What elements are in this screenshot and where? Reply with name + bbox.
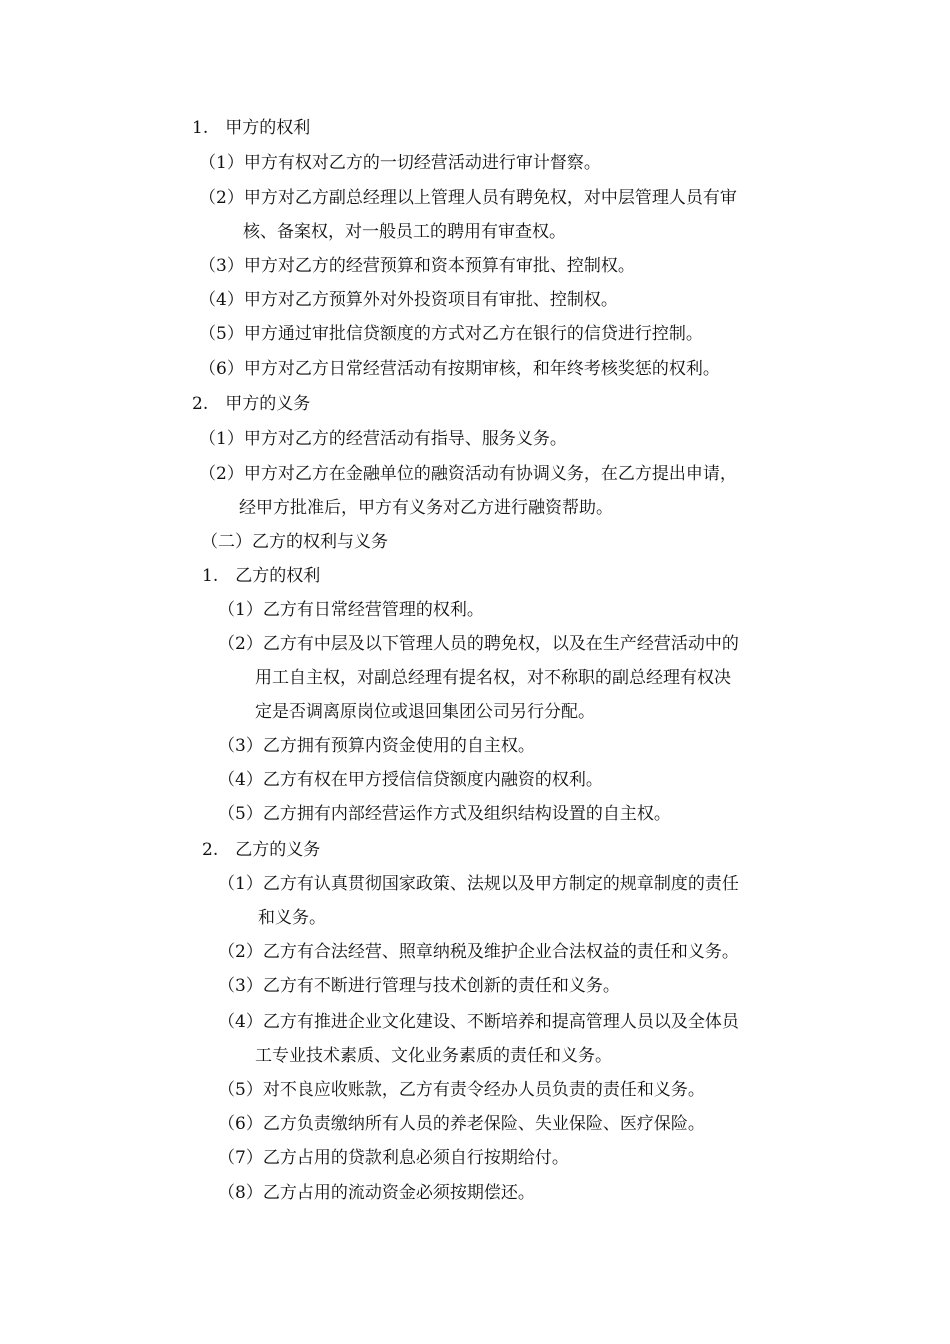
list-item-continuation: 工专业技术素质、文化业务素质的责任和义务。 bbox=[255, 1046, 612, 1066]
list-item: （1）甲方对乙方的经营活动有指导、服务义务。 bbox=[199, 429, 567, 449]
list-item: （3）乙方拥有预算内资金使用的自主权。 bbox=[218, 736, 535, 756]
list-item: （2）甲方对乙方副总经理以上管理人员有聘免权，对中层管理人员有审 bbox=[199, 188, 737, 208]
list-item: （4）甲方对乙方预算外对外投资项目有审批、控制权。 bbox=[199, 290, 618, 310]
list-item: （3）甲方对乙方的经营预算和资本预算有审批、控制权。 bbox=[199, 256, 635, 276]
list-item: （5）乙方拥有内部经营运作方式及组织结构设置的自主权。 bbox=[218, 804, 671, 824]
list-item-continuation: 核、备案权，对一般员工的聘用有审查权。 bbox=[243, 222, 566, 242]
list-item-continuation: 和义务。 bbox=[258, 908, 326, 928]
list-item: （8）乙方占用的流动资金必须按期偿还。 bbox=[218, 1183, 535, 1203]
list-item: （1）甲方有权对乙方的一切经营活动进行审计督察。 bbox=[199, 153, 601, 173]
list-item: （6）乙方负责缴纳所有人员的养老保险、失业保险、医疗保险。 bbox=[218, 1114, 705, 1134]
list-item: （4）乙方有权在甲方授信信贷额度内融资的权利。 bbox=[218, 770, 603, 790]
list-item: （3）乙方有不断进行管理与技术创新的责任和义务。 bbox=[218, 976, 620, 996]
list-item-continuation: 经甲方批准后，甲方有义务对乙方进行融资帮助。 bbox=[239, 498, 613, 518]
list-item: （2）乙方有合法经营、照章纳税及维护企业合法权益的责任和义务。 bbox=[218, 942, 739, 962]
heading-party-a-rights: 1. 甲方的权利 bbox=[192, 118, 311, 138]
heading-party-b-rights: 1. 乙方的权利 bbox=[202, 566, 321, 586]
heading-party-b-duties: 2. 乙方的义务 bbox=[202, 840, 321, 860]
list-item: （6）甲方对乙方日常经营活动有按期审核，和年终考核奖惩的权利。 bbox=[199, 359, 720, 379]
list-item: （1）乙方有认真贯彻国家政策、法规以及甲方制定的规章制度的责任 bbox=[218, 874, 739, 894]
heading-party-a-duties: 2. 甲方的义务 bbox=[192, 394, 311, 414]
section-heading-party-b: （二）乙方的权利与义务 bbox=[201, 532, 388, 552]
list-item: （1）乙方有日常经营管理的权利。 bbox=[218, 600, 484, 620]
list-item: （5）对不良应收账款，乙方有责令经办人员负责的责任和义务。 bbox=[218, 1080, 705, 1100]
list-item-continuation: 用工自主权，对副总经理有提名权，对不称职的副总经理有权决 bbox=[255, 668, 731, 688]
list-item: （2）甲方对乙方在金融单位的融资活动有协调义务，在乙方提出申请， bbox=[199, 464, 737, 484]
list-item: （7）乙方占用的贷款利息必须自行按期给付。 bbox=[218, 1148, 569, 1168]
list-item-continuation: 定是否调离原岗位或退回集团公司另行分配。 bbox=[255, 702, 595, 722]
list-item: （4）乙方有推进企业文化建设、不断培养和提高管理人员以及全体员 bbox=[218, 1012, 739, 1032]
list-item: （5）甲方通过审批信贷额度的方式对乙方在银行的信贷进行控制。 bbox=[199, 324, 703, 344]
list-item: （2）乙方有中层及以下管理人员的聘免权，以及在生产经营活动中的 bbox=[218, 634, 739, 654]
